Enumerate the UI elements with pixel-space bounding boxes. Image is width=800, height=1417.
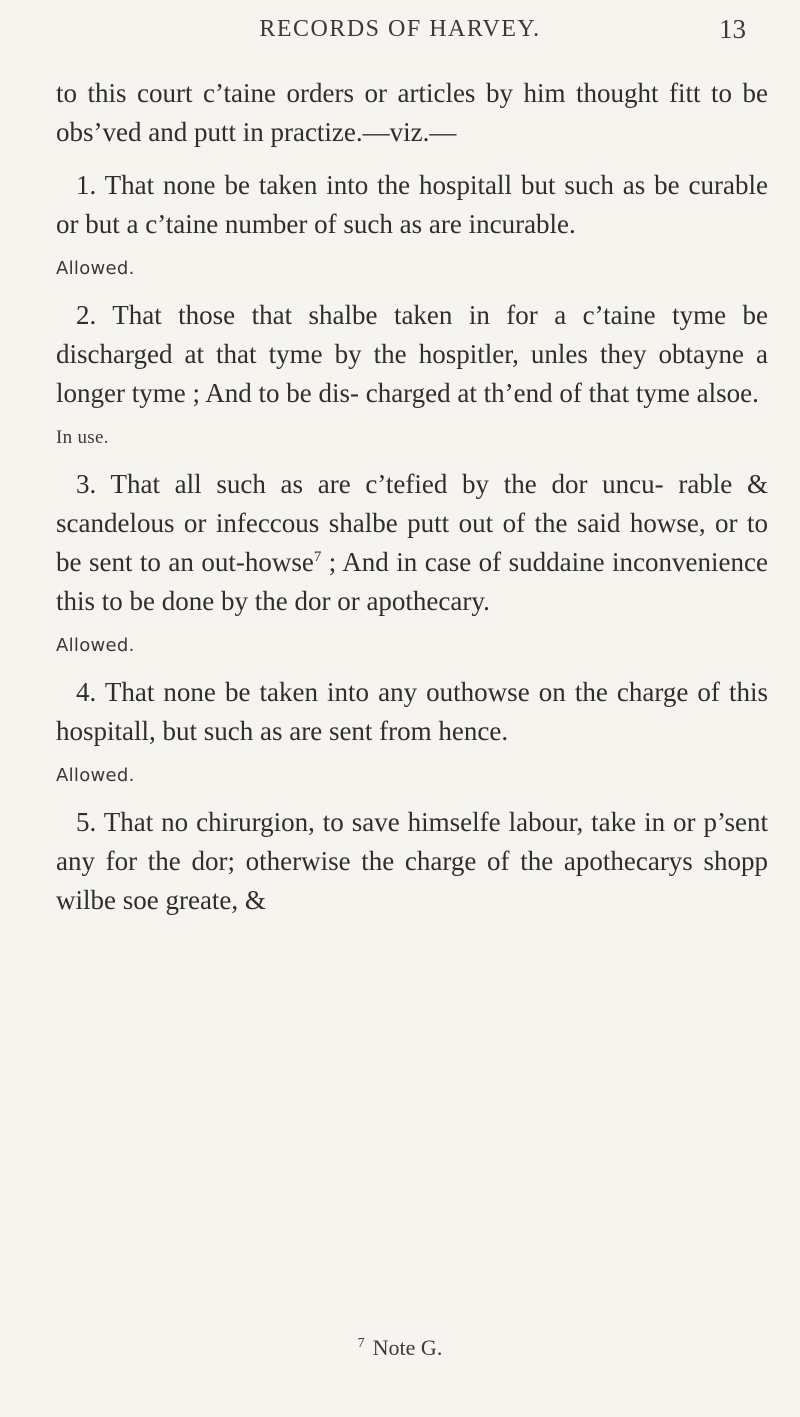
- footnote: [0, 1335, 800, 1361]
- article-4-text: 4. That none be taken into any outhowse on the charge of this hospitall, but such as are sent from hence.: [56, 677, 768, 746]
- article-4: [56, 673, 768, 791]
- article-3-status: Allowed.: [56, 635, 135, 656]
- intro-paragraph: to this court c’taine orders or articles by him thought fitt to be obs’ved and putt in practize.—viz.—: [56, 78, 768, 147]
- running-head: [0, 12, 800, 48]
- footnote-reference: 7: [313, 549, 322, 565]
- body-text: [56, 74, 768, 920]
- article-2-status: In use.: [56, 427, 109, 448]
- page-number: 13: [719, 14, 746, 44]
- article-5-text: 5. That no chirurgion, to save himselfe labour, take in or p’sent any for the dor; otherwise the charge of the apothecarys shopp wilbe soe greate, &: [56, 807, 768, 915]
- footnote-mark: 7: [357, 1335, 365, 1351]
- footnote-text: Note G.: [372, 1335, 443, 1360]
- article-3-text: [56, 465, 768, 621]
- article-2-text: 2. That those that shalbe taken in for a c’taine tyme be discharged at that tyme by the hospitler, unles they obtayne a longer tyme ; And to be dis- charged at th’end of that tyme alsoe.: [56, 300, 768, 408]
- article-2: [56, 296, 768, 453]
- article-5: [56, 803, 768, 920]
- article-1: [56, 166, 768, 284]
- running-title: RECORDS OF HARVEY.: [259, 16, 541, 42]
- article-1-status: Allowed.: [56, 258, 135, 279]
- article-4-status: Allowed.: [56, 765, 135, 786]
- article-3-text-after: ; And in case of suddaine inconvenience this to be done by the dor or apothecary.: [56, 547, 768, 616]
- article-1-text: 1. That none be taken into the hospitall but such as be curable or but a c’taine number of such as are incurable.: [56, 170, 768, 239]
- article-3-text-before: 3. That all such as are c’tefied by the dor uncu- rable & scandelous or infeccous shalbe putt out of the said howse, or to be sent to an out-howse: [56, 469, 768, 577]
- article-3: [56, 465, 768, 661]
